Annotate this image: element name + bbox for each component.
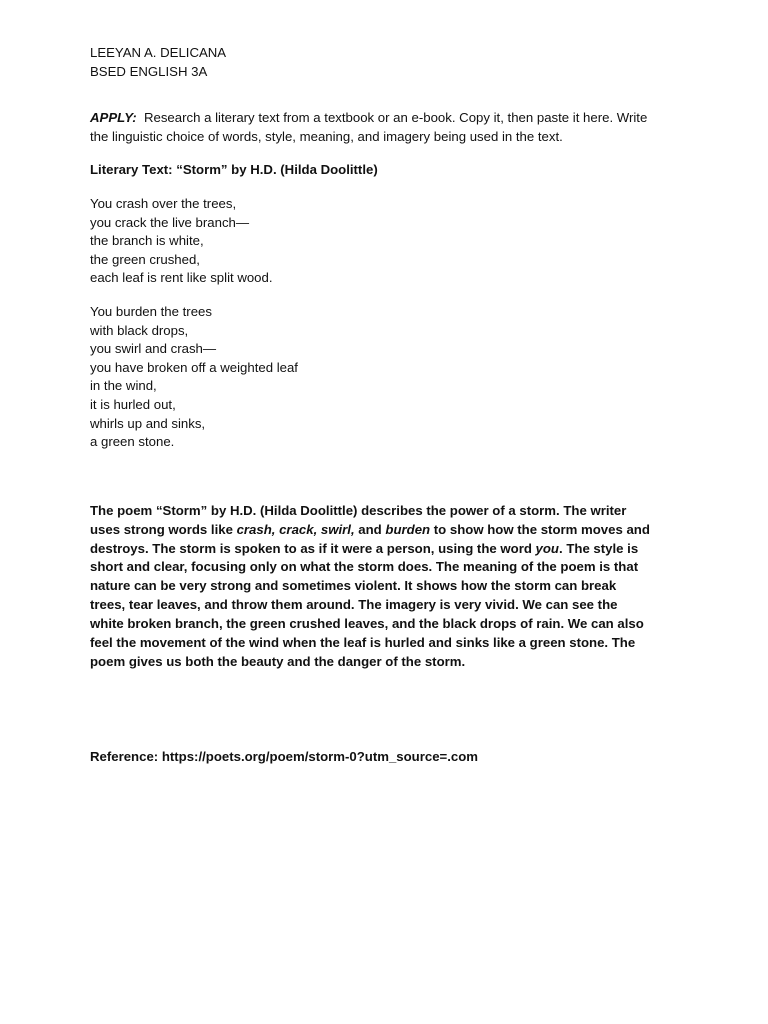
instruction-label: APPLY: [90, 110, 137, 126]
analysis-line: short and clear, focusing only on what the storm does. The meaning of the poem is that [90, 559, 639, 575]
poem-line: it is hurled out, [90, 396, 176, 412]
student-header [90, 44, 690, 81]
poem-line: you have broken off a weighted leaf [90, 359, 298, 375]
document-page [90, 44, 690, 766]
instruction-paragraph [90, 109, 690, 146]
analysis-line: white broken branch, the green crushed leaves, and the black drops of rain. We can also [90, 616, 644, 632]
poem-line: you crack the live branch— [90, 214, 250, 230]
analysis-line: uses strong words like crash, crack, swirl, and burden to show how the storm moves and [90, 521, 650, 537]
emphasized-word: burden [385, 521, 431, 537]
student-name: LEEYAN A. DELICANA [90, 45, 227, 60]
analysis-paragraph [90, 502, 690, 672]
analysis-line: trees, tear leaves, and throw them around. The imagery is very vivid. We can see the [90, 597, 618, 613]
analysis-line: nature can be very strong and sometimes violent. It shows how the storm can break [90, 578, 617, 594]
poem-line: You crash over the trees, [90, 195, 237, 211]
poem-line: the green crushed, [90, 251, 200, 267]
poem-line: with black drops, [90, 322, 189, 338]
poem-line: you swirl and crash— [90, 341, 217, 357]
poem-line: the branch is white, [90, 233, 204, 249]
instruction-text-line-1: Research a literary text from a textbook or an e-book. Copy it, then paste it here. Write [143, 110, 648, 126]
poem-stanza-1 [90, 195, 690, 288]
poem-line: You burden the trees [90, 303, 212, 319]
emphasized-word: you [535, 540, 559, 556]
literary-text-title: Literary Text: “Storm” by H.D. (Hilda Doolittle) [90, 162, 378, 178]
analysis-line: destroys. The storm is spoken to as if it were a person, using the word you. The style is [90, 540, 639, 556]
poem-line: each leaf is rent like split wood. [90, 270, 273, 286]
poem-line: whirls up and sinks, [90, 415, 206, 431]
emphasized-words: crash, crack, swirl, [236, 521, 355, 537]
analysis-line: feel the movement of the wind when the leaf is hurled and sinks like a green stone. The [90, 635, 636, 651]
student-course: BSED ENGLISH 3A [90, 63, 208, 79]
poem-line: in the wind, [90, 378, 157, 394]
analysis-line: The poem “Storm” by H.D. (Hilda Doolittle) describes the power of a storm. The writer [90, 502, 627, 518]
instruction-text-line-2: the linguistic choice of words, style, meaning, and imagery being used in the text. [90, 128, 563, 144]
analysis-line: poem gives us both the beauty and the danger of the storm. [90, 653, 466, 669]
poem-line: a green stone. [90, 434, 175, 450]
poem-stanza-2 [90, 303, 690, 452]
reference-line: Reference: https://poets.org/poem/storm-0?utm_source=.com [90, 748, 479, 764]
